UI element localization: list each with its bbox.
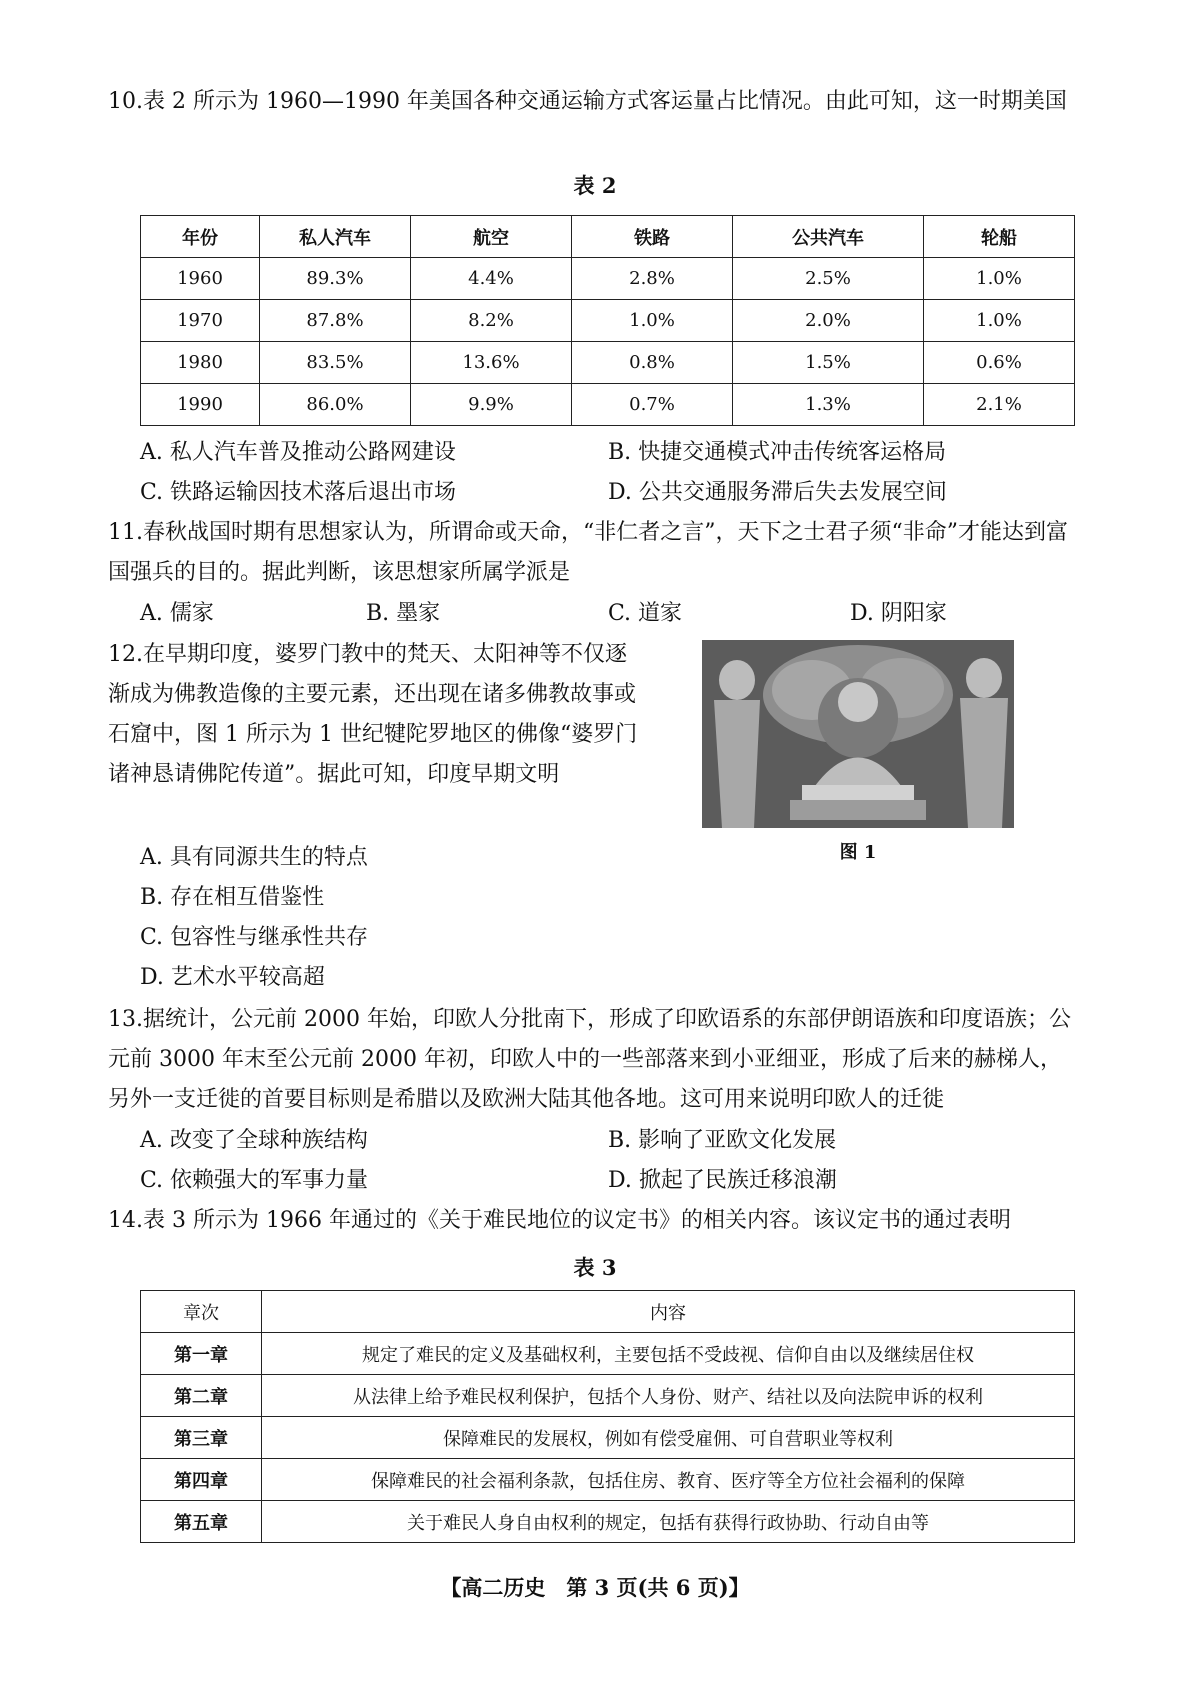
table-2-caption: 表 2 bbox=[573, 173, 617, 198]
header-cell: 公共汽车 bbox=[733, 216, 924, 258]
question-12 bbox=[108, 635, 638, 795]
buddha-relief-image bbox=[702, 640, 1014, 828]
question-13-stem: 13.据统计，公元前 2000 年始，印欧人分批南下，形成了印欧语系的东部伊朗语族和印度语族；公元前 3000 年末至公元前 2000 年初，印欧人中的一些部落来到小亚细亚，形成了后来的赫梯人，另外一支迁徙的首要目标则是希腊以及欧洲大陆其他各地。这可用来说明印欧人的迁徙 bbox=[108, 1007, 1071, 1112]
table-row bbox=[141, 1375, 1075, 1417]
table-cell: 13.6% bbox=[411, 342, 572, 384]
header-cell: 私人汽车 bbox=[260, 216, 411, 258]
table-cell: 保障难民的社会福利条款，包括住房、教育、医疗等全方位社会福利的保障 bbox=[262, 1459, 1075, 1501]
table-cell: 1980 bbox=[141, 342, 260, 384]
question-11 bbox=[108, 513, 1078, 593]
table-header-row bbox=[141, 216, 1075, 258]
table-cell: 规定了难民的定义及基础权利，主要包括不受歧视、信仰自由以及继续居住权 bbox=[262, 1333, 1075, 1375]
option-b[interactable]: B. 存在相互借鉴性 bbox=[140, 885, 325, 910]
table-cell: 第二章 bbox=[141, 1375, 262, 1417]
header-cell: 年份 bbox=[141, 216, 260, 258]
table-cell: 第五章 bbox=[141, 1501, 262, 1543]
table-row bbox=[141, 1417, 1075, 1459]
option-a[interactable]: A. 具有同源共生的特点 bbox=[140, 845, 368, 870]
table-cell: 1.0% bbox=[924, 258, 1075, 300]
question-14 bbox=[108, 1201, 1083, 1241]
option-a[interactable]: A. 儒家 bbox=[140, 601, 214, 626]
header-cell: 轮船 bbox=[924, 216, 1075, 258]
table-cell: 2.8% bbox=[572, 258, 733, 300]
table-cell: 2.0% bbox=[733, 300, 924, 342]
table-cell: 第四章 bbox=[141, 1459, 262, 1501]
table-cell: 从法律上给予难民权利保护，包括个人身份、财产、结社以及向法院申诉的权利 bbox=[262, 1375, 1075, 1417]
header-cell: 章次 bbox=[141, 1291, 262, 1333]
option-b[interactable]: B. 影响了亚欧文化发展 bbox=[608, 1128, 837, 1153]
table-cell: 0.6% bbox=[924, 342, 1075, 384]
option-a[interactable]: A. 改变了全球种族结构 bbox=[140, 1128, 368, 1153]
figure-1-caption: 图 1 bbox=[839, 842, 877, 863]
table-row bbox=[141, 342, 1075, 384]
question-11-stem: 11.春秋战国时期有思想家认为，所谓命或天命，“非仁者之言”，天下之士君子须“非命”才能达到富国强兵的目的。据此判断，该思想家所属学派是 bbox=[108, 520, 1068, 585]
header-cell: 航空 bbox=[411, 216, 572, 258]
table-cell: 1.0% bbox=[924, 300, 1075, 342]
buddha-relief-illustration bbox=[702, 640, 1014, 828]
table-cell: 1.0% bbox=[572, 300, 733, 342]
table-row bbox=[141, 1333, 1075, 1375]
table-cell: 关于难民人身自由权利的规定，包括有获得行政协助、行动自由等 bbox=[262, 1501, 1075, 1543]
table-2 bbox=[140, 215, 1075, 426]
option-d[interactable]: D. 艺术水平较高超 bbox=[140, 965, 325, 990]
question-10 bbox=[108, 82, 1068, 122]
option-a[interactable]: A. 私人汽车普及推动公路网建设 bbox=[140, 440, 456, 465]
table-row bbox=[141, 258, 1075, 300]
option-d[interactable]: D. 阴阳家 bbox=[850, 601, 947, 626]
table-cell: 89.3% bbox=[260, 258, 411, 300]
table-cell: 1.5% bbox=[733, 342, 924, 384]
table-row bbox=[141, 300, 1075, 342]
question-10-stem: 10.表 2 所示为 1960—1990 年美国各种交通运输方式客运量占比情况。由此可知，这一时期美国 bbox=[108, 89, 1067, 114]
table-header-row bbox=[141, 1291, 1075, 1333]
table-cell: 0.7% bbox=[572, 384, 733, 426]
table-cell: 87.8% bbox=[260, 300, 411, 342]
table-3-caption: 表 3 bbox=[573, 1255, 617, 1280]
table-cell: 4.4% bbox=[411, 258, 572, 300]
table-cell: 0.8% bbox=[572, 342, 733, 384]
table-cell: 1.3% bbox=[733, 384, 924, 426]
table-3 bbox=[140, 1290, 1075, 1543]
table-cell: 1960 bbox=[141, 258, 260, 300]
table-cell: 2.1% bbox=[924, 384, 1075, 426]
question-14-stem: 14.表 3 所示为 1966 年通过的《关于难民地位的议定书》的相关内容。该议定书的通过表明 bbox=[108, 1208, 1011, 1233]
table-cell: 1990 bbox=[141, 384, 260, 426]
option-d[interactable]: D. 掀起了民族迁移浪潮 bbox=[608, 1168, 837, 1193]
table-cell: 83.5% bbox=[260, 342, 411, 384]
table-cell: 第三章 bbox=[141, 1417, 262, 1459]
option-d[interactable]: D. 公共交通服务滞后失去发展空间 bbox=[608, 480, 947, 505]
question-13 bbox=[108, 1000, 1083, 1120]
table-cell: 9.9% bbox=[411, 384, 572, 426]
table-cell: 8.2% bbox=[411, 300, 572, 342]
table-row bbox=[141, 1459, 1075, 1501]
question-12-stem: 12.在早期印度，婆罗门教中的梵天、太阳神等不仅逐渐成为佛教造像的主要元素，还出现在诸多佛教故事或石窟中，图 1 所示为 1 世纪犍陀罗地区的佛像“婆罗门诸神恳请佛陀传道”。据此可知，印度早期文明 bbox=[108, 642, 638, 787]
table-cell: 1970 bbox=[141, 300, 260, 342]
option-c[interactable]: C. 道家 bbox=[608, 601, 683, 626]
option-b[interactable]: B. 墨家 bbox=[366, 601, 441, 626]
option-b[interactable]: B. 快捷交通模式冲击传统客运格局 bbox=[608, 440, 947, 465]
header-cell: 铁路 bbox=[572, 216, 733, 258]
table-row bbox=[141, 1501, 1075, 1543]
table-cell: 保障难民的发展权，例如有偿受雇佣、可自营职业等权利 bbox=[262, 1417, 1075, 1459]
table-row bbox=[141, 384, 1075, 426]
option-c[interactable]: C. 铁路运输因技术落后退出市场 bbox=[140, 480, 457, 505]
table-cell: 2.5% bbox=[733, 258, 924, 300]
option-c[interactable]: C. 依赖强大的军事力量 bbox=[140, 1168, 369, 1193]
header-cell: 内容 bbox=[262, 1291, 1075, 1333]
option-c[interactable]: C. 包容性与继承性共存 bbox=[140, 925, 369, 950]
page-footer: 【高二历史 第 3 页(共 6 页)】 bbox=[440, 1575, 750, 1600]
table-cell: 第一章 bbox=[141, 1333, 262, 1375]
table-cell: 86.0% bbox=[260, 384, 411, 426]
